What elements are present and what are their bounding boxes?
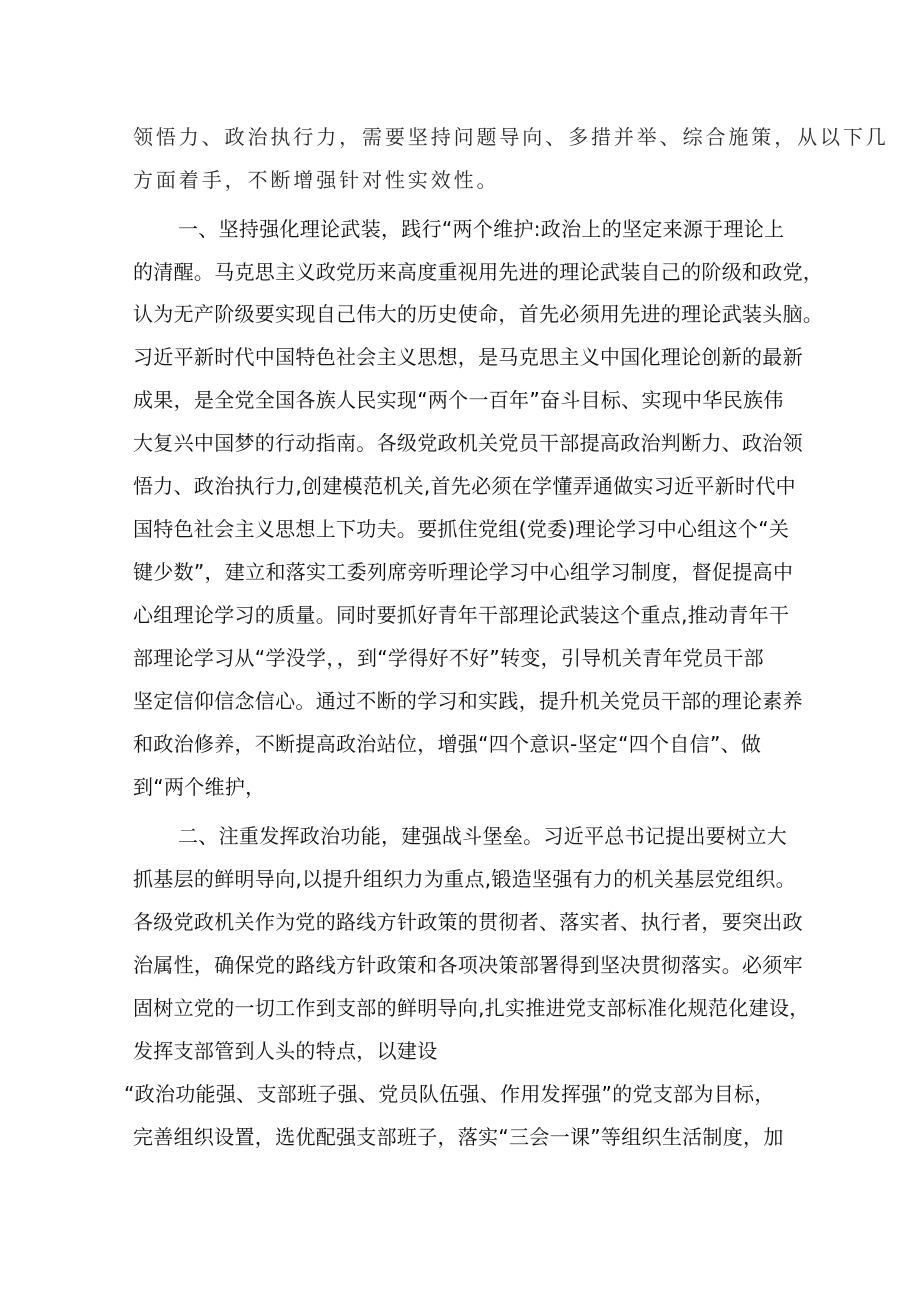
section-heading-1: 一、坚持强化理论武装，践行“两个维护:政治上的坚定来源于理论上 xyxy=(178,217,785,241)
text-line: 治属性，确保党的路线方针政策和各项决策部署得到坚决贯彻落实。必须牢 xyxy=(133,953,803,977)
text-line: 心组理论学习的质量。同时要抓好青年干部理论武装这个重点,推动青年干 xyxy=(133,603,790,627)
text-line: 国特色社会主义思想上下功夫。要抓住党组(党委)理论学习中心组这个“关 xyxy=(133,517,790,541)
text-line: 发挥支部管到人头的特点，以建设 xyxy=(133,1039,438,1063)
text-line: 各级党政机关作为党的路线方针政策的贯彻者、落实者、执行者，要突出政 xyxy=(133,910,803,934)
text-line: 键少数”，建立和落实工委列席旁听理论学习中心组学习制度，督促提高中 xyxy=(133,560,794,584)
text-line: 部理论学习从“学没学，，到“学得好不好”转变，引导机关青年党员干部 xyxy=(133,646,764,670)
text-line: 完善组织设置，选优配强支部班子，落实“三会一课”等组织生活制度，加 xyxy=(133,1125,784,1149)
text-line: 悟力、政治执行力,创建模范机关,首先必须在学懂弄通做实习近平新时代中 xyxy=(133,474,796,498)
text-line: 抓基层的鲜明导向,以提升组织力为重点,锻造坚强有力的机关基层党组织。 xyxy=(133,867,796,891)
text-line: 的清醒。马克思主义政党历来高度重视用先进的理论武装自己的阶级和政党， xyxy=(133,260,824,284)
text-line: 成果，是全党全国各族人民实现“两个一百年”奋斗目标、实现中华民族伟 xyxy=(133,388,784,412)
text-line: 方面着手，不断增强针对性实效性。 xyxy=(133,168,500,192)
text-line: 固树立党的一切工作到支部的鲜明导向,扎实推进党支部标准化规范化建设， xyxy=(133,996,810,1020)
text-line: 大复兴中国梦的行动指南。各级党政机关党员干部提高政治判断力、政治领 xyxy=(133,431,803,455)
text-line: 认为无产阶级要实现自己伟大的历史使命，首先必须用先进的理论武装头脑。 xyxy=(133,302,824,326)
section-heading-2: 二、注重发挥政治功能，建强战斗堡垒。习近平总书记提出要树立大 xyxy=(178,824,787,848)
text-line: “政治功能强、支部班子强、党员队伍强、作用发挥强”的党支部为目标， xyxy=(124,1082,775,1106)
text-line: 和政治修养，不断提高政治站位，增强“四个意识-坚定“四个自信”、做 xyxy=(133,732,762,756)
text-line: 坚定信仰信念信心。通过不断的学习和实践，提升机关党员干部的理论素养 xyxy=(133,689,803,713)
text-line: 领悟力、政治执行力，需要坚持问题导向、多措并举、综合施策，从以下几 xyxy=(133,125,889,149)
text-line: 习近平新时代中国特色社会主义思想，是马克思主义中国化理论创新的最新 xyxy=(133,345,803,369)
text-line: 到“两个维护， xyxy=(133,775,266,799)
